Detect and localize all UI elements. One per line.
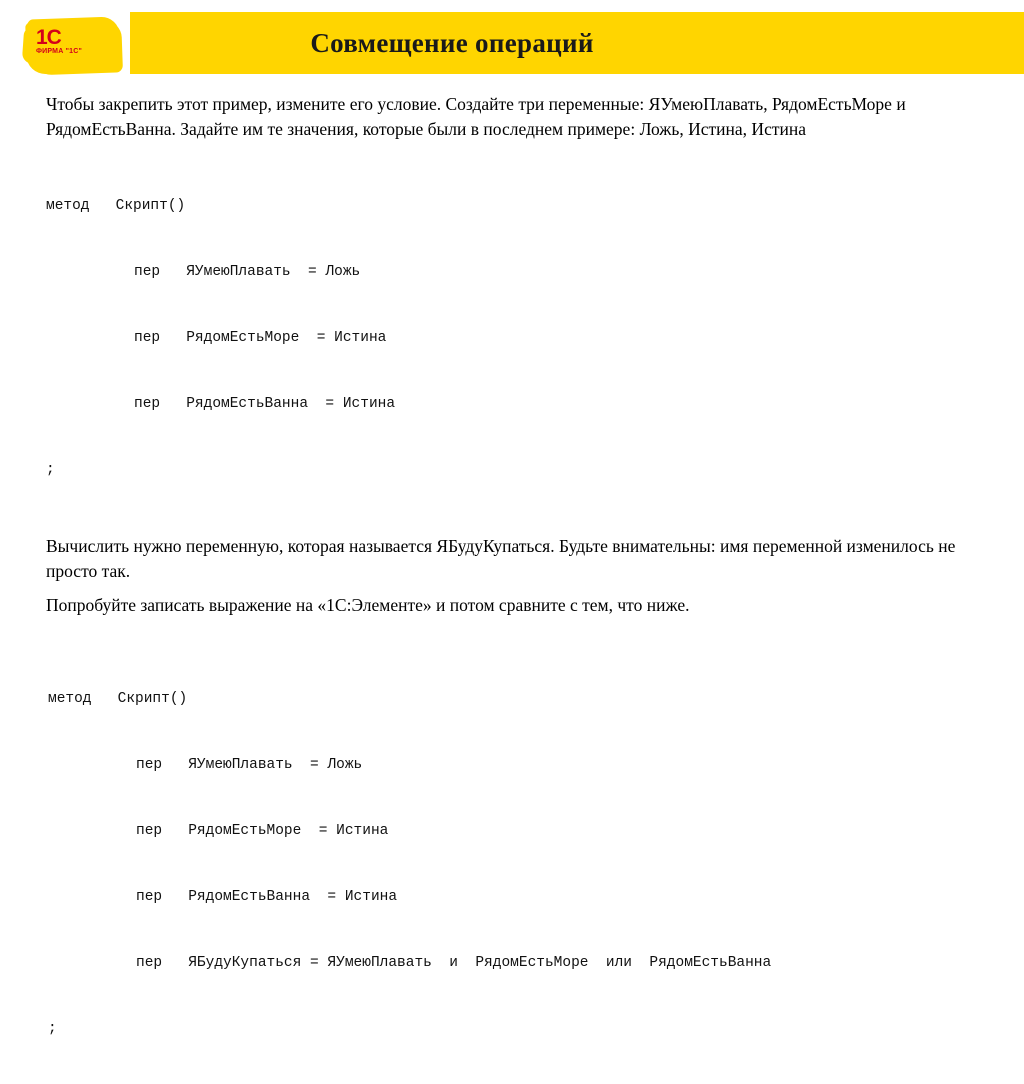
code-line: пер ЯУмеюПлавать = Ложь	[134, 264, 361, 280]
paragraph-intro: Чтобы закрепить этот пример, измените его условие. Создайте три переменные: ЯУмеюПлавать, РядомЕстьМоре и РядомЕстьВанна. Задайте им те значения, которые были в последнем примере: Ложь, Истина, Истина	[46, 94, 906, 139]
code-line-header: метод Скрипт()	[46, 198, 186, 214]
header-bar	[130, 12, 1024, 74]
code-line: пер ЯУмеюПлавать = Ложь	[136, 757, 363, 773]
code-line-end: ;	[48, 1021, 57, 1037]
code-block-2	[48, 644, 978, 1084]
paragraph-try: Попробуйте записать выражение на «1С:Элементе» и потом сравните с тем, что ниже.	[46, 595, 690, 615]
logo-digit-one: 1C	[36, 26, 61, 49]
code-line: пер РядомЕстьВанна = Истина	[134, 396, 396, 412]
code-line: пер РядомЕстьМоре = Истина	[134, 330, 387, 346]
code-line: пер ЯБудуКупаться = ЯУмеюПлавать и РядомЕстьМоре или РядомЕстьВанна	[136, 955, 772, 971]
paragraph-note: Вычислить нужно переменную, которая называется ЯБудуКупаться. Будьте внимательны: имя переменной изменилось не просто так.	[46, 536, 956, 581]
slide-content	[0, 92, 1024, 1084]
logo-subtitle: ФИРМА "1С"	[36, 48, 82, 55]
code-line: пер РядомЕстьВанна = Истина	[136, 889, 398, 905]
logo	[22, 14, 126, 76]
code-line-header: метод Скрипт()	[48, 691, 188, 707]
page-title: Совмещение операций	[310, 27, 594, 58]
code-line: пер РядомЕстьМоре = Истина	[136, 823, 389, 839]
code-line-end: ;	[46, 462, 55, 478]
code-block-1	[46, 151, 978, 525]
logo-brand-text	[36, 26, 61, 50]
